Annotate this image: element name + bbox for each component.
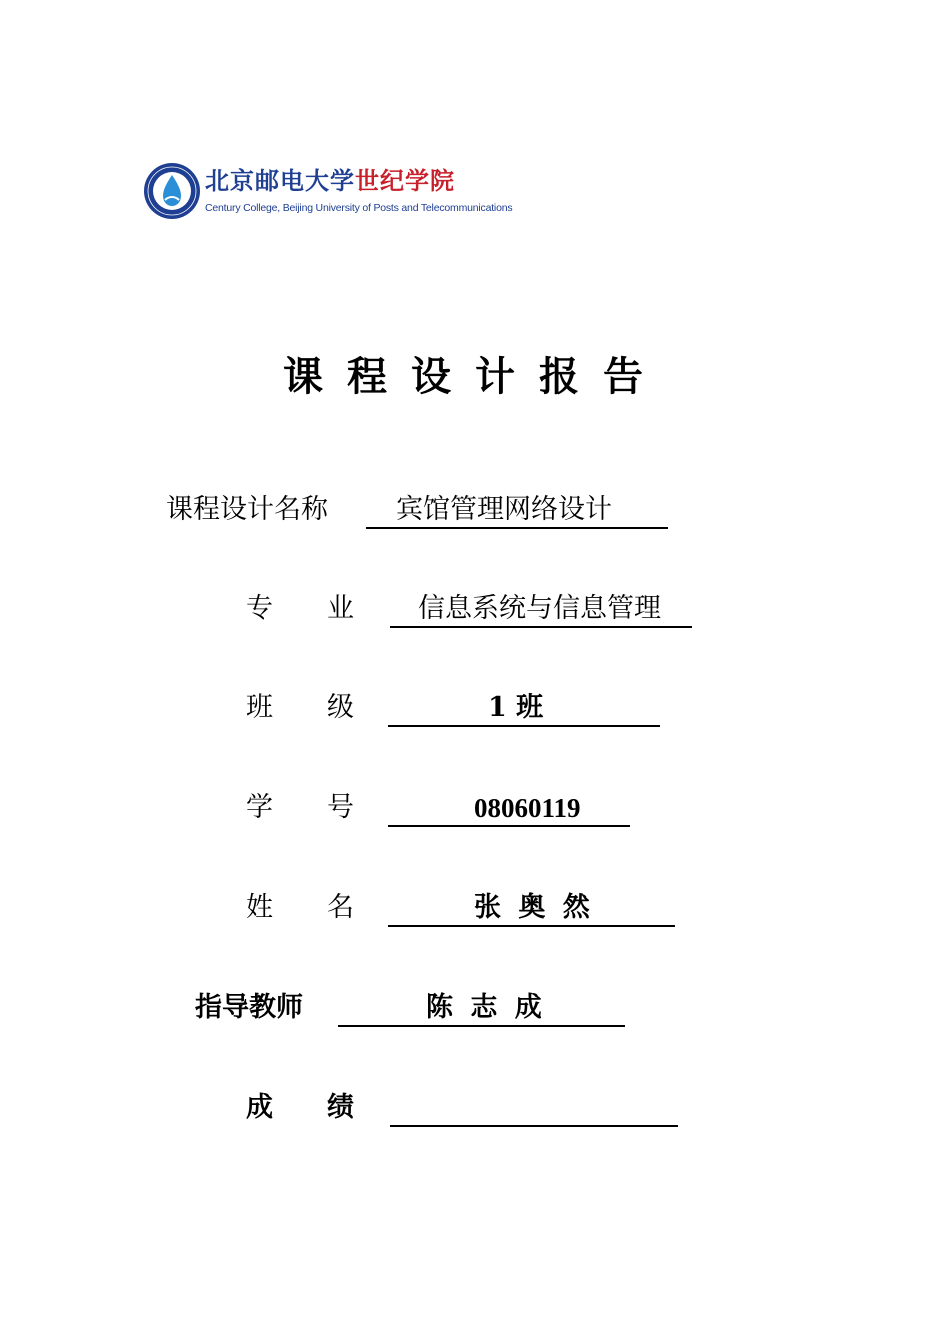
student-id-field: [388, 791, 630, 827]
college-name-en: Century College, Beijing University of Posts and Telecommunications: [205, 202, 513, 214]
college-seal-icon: [143, 162, 201, 220]
major-value: 信息系统与信息管理: [418, 593, 661, 624]
advisor-value: 陈 志 成: [426, 992, 546, 1023]
advisor-label: 指导教师: [195, 992, 303, 1023]
advisor-field: [338, 991, 625, 1027]
course-name-label: 课程设计名称: [166, 494, 328, 525]
row-major: [0, 592, 950, 632]
name-label: 姓 名: [246, 892, 354, 923]
class-field: [388, 691, 660, 727]
grade-label: 成 绩: [246, 1092, 354, 1123]
major-label: 专 业: [246, 593, 354, 624]
university-name: 北京邮电大学: [205, 166, 355, 195]
major-field: [390, 592, 692, 628]
class-value: 1 班: [488, 692, 544, 723]
row-student-id: [0, 791, 950, 831]
row-name: [0, 891, 950, 931]
row-grade: [0, 1091, 950, 1131]
row-course-name: [0, 493, 950, 533]
college-name-cn: [205, 166, 455, 196]
row-class: [0, 691, 950, 731]
course-name-value: 宾馆管理网络设计: [396, 494, 612, 525]
row-advisor: [0, 991, 950, 1031]
student-id-label: 学 号: [246, 792, 354, 823]
student-id-value: 08060119: [474, 793, 581, 823]
name-field: [388, 891, 675, 927]
college-logo: [143, 160, 513, 226]
report-title: 课程设计报告: [283, 354, 667, 400]
course-name-field: [366, 493, 668, 529]
college-suffix: 世纪学院: [355, 166, 455, 195]
grade-field: [390, 1091, 678, 1127]
name-value: 张 奥 然: [474, 892, 594, 923]
class-label: 班 级: [246, 692, 354, 723]
